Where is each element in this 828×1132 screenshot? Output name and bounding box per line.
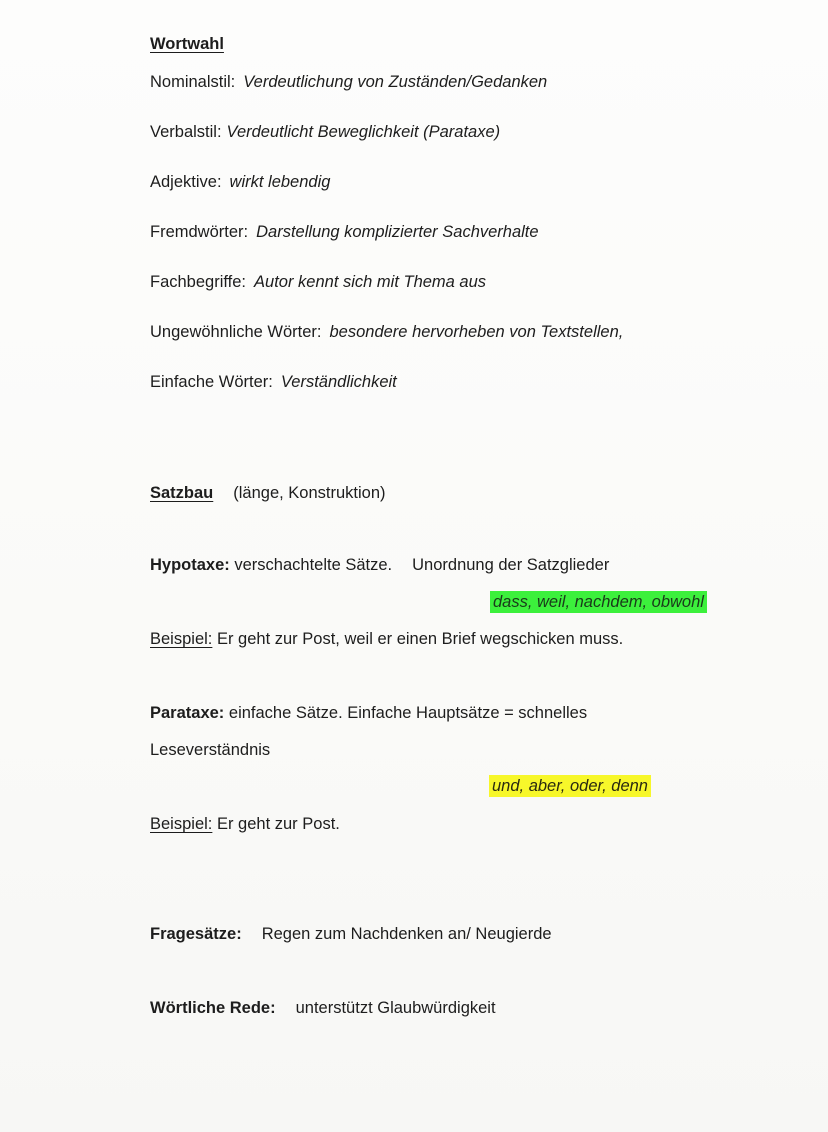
term-description: Verständlichkeit [280,373,397,391]
wortwahl-heading: Wortwahl [150,35,224,53]
hypotaxe-conjunctions-highlight: dass, weil, nachdem, obwohl [490,591,707,613]
parataxe-term: Parataxe: [150,704,225,722]
term-description: Autor kennt sich mit Thema aus [254,273,487,291]
term-description: besondere hervorheben von Textstellen, [329,323,624,341]
hypotaxe-term: Hypotaxe: [150,556,230,574]
fragesaetze-term: Fragesätze: [150,925,242,943]
term-label: Adjektive: [150,173,222,191]
woertliche-rede-line [150,998,496,1018]
term-label: Einfache Wörter: [150,373,273,391]
parataxe-example [150,814,340,834]
term-description: Verdeutlichung von Zuständen/Gedanken [243,73,548,91]
term-description: Verdeutlicht Beweglichkeit (Parataxe) [226,123,501,141]
wortwahl-item-fachbegriffe [150,272,486,292]
term-label: Nominalstil: [150,73,236,91]
satzbau-subtitle: (länge, Konstruktion) [233,484,386,502]
wortwahl-item-nominalstil [150,72,547,92]
term-label: Ungewöhnliche Wörter: [150,323,322,341]
wortwahl-item-fremdwoerter [150,222,539,242]
term-description: Darstellung komplizierter Sachverhalte [256,223,539,241]
parataxe-line [150,703,587,723]
fragesaetze-description: Regen zum Nachdenken an/ Neugierde [261,925,552,943]
term-label: Fachbegriffe: [150,273,247,291]
term-description: wirkt lebendig [229,173,331,191]
term-label: Verbalstil: [150,123,222,141]
example-text: Er geht zur Post, weil er einen Brief wegschicken muss. [216,630,624,648]
parataxe-description-continued: Leseverständnis [150,741,271,759]
wortwahl-item-adjektive [150,172,330,192]
hypotaxe-example [150,629,623,649]
parataxe-description: einfache Sätze. Einfache Hauptsätze = schnelles [228,704,588,722]
woertliche-rede-term: Wörtliche Rede: [150,999,276,1017]
example-text: Er geht zur Post. [216,815,340,833]
woertliche-rede-description: unterstützt Glaubwürdigkeit [295,999,496,1017]
example-label: Beispiel: [150,630,213,648]
example-label: Beispiel: [150,815,213,833]
satzbau-heading: Satzbau [150,484,214,502]
wortwahl-item-einfache-woerter [150,372,397,392]
wortwahl-item-ungewoehnliche-woerter [150,322,623,342]
term-label: Fremdwörter: [150,223,249,241]
wortwahl-item-verbalstil [150,122,500,142]
hypotaxe-line [150,555,609,575]
fragesaetze-line [150,924,552,944]
hypotaxe-description: verschachtelte Sätze. [234,556,393,574]
satzbau-heading-line [150,483,386,503]
parataxe-conjunctions-highlight: und, aber, oder, denn [489,775,651,797]
hypotaxe-description-2: Unordnung der Satzglieder [412,556,610,574]
